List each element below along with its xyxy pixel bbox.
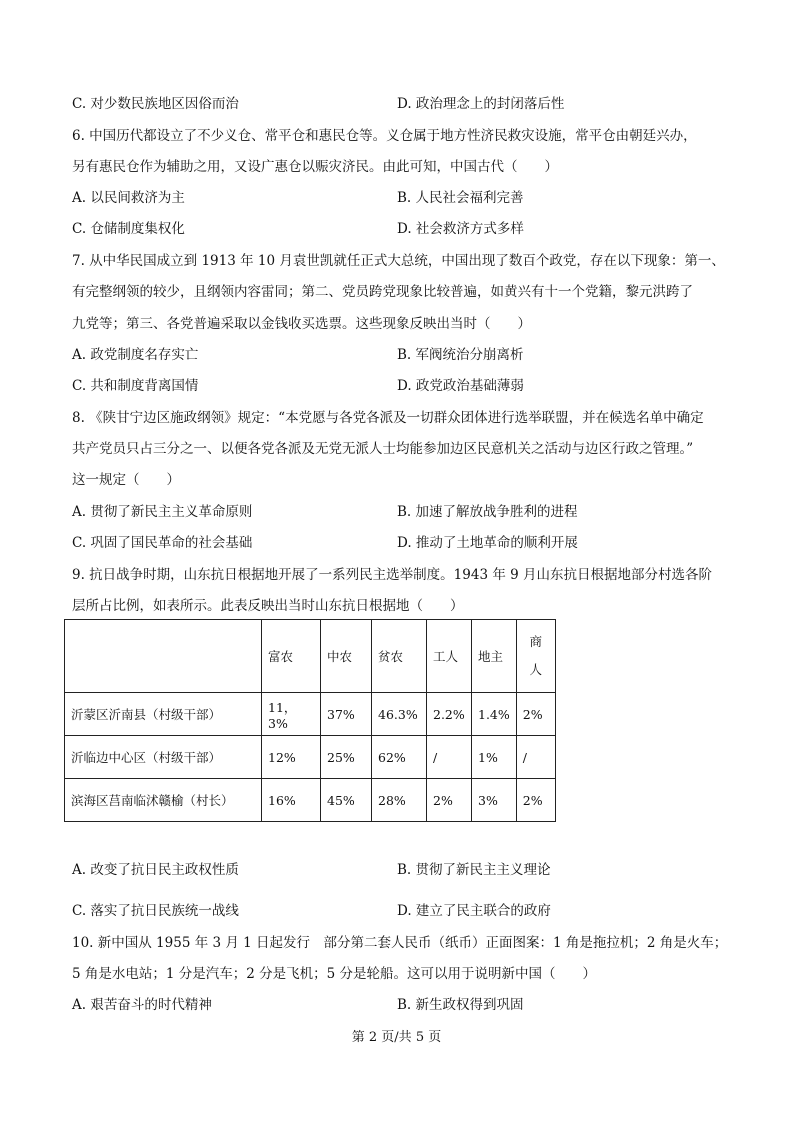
q9-option-b: B. 贯彻了新民主主义理论: [397, 862, 551, 878]
q9-option-a: A. 改变了抗日民主政权性质: [72, 862, 239, 878]
q7-stem-line1: 7. 从中华民国成立到 1913 年 10 月袁世凯就任正式大总统，中国出现了数百个政党，存在以下现象：第一、: [72, 253, 725, 269]
q5-option-d: D. 政治理念上的封闭落后性: [397, 96, 565, 112]
table-header-cell: 地主: [472, 620, 517, 693]
table-cell: /: [427, 736, 472, 779]
table-cell: 2%: [427, 779, 472, 822]
table-header-cell: 富农: [262, 620, 321, 693]
table-cell: 37%: [321, 693, 372, 736]
q8-stem-line3: 这一规定（ ）: [72, 472, 180, 488]
q9-option-d: D. 建立了民主联合的政府: [397, 903, 551, 919]
table-cell: 沂蒙区沂南县（村级干部）: [65, 693, 262, 736]
q9-stem-line2: 层所占比例，如表所示。此表反映出当时山东抗日根据地（ ）: [72, 598, 464, 614]
q10-option-b: B. 新生政权得到巩固: [397, 997, 524, 1013]
table-cell: 2.2%: [427, 693, 472, 736]
table-cell: 12%: [262, 736, 321, 779]
table-header-cell: [65, 620, 262, 693]
q8-option-b: B. 加速了解放战争胜利的进程: [397, 504, 578, 520]
q7-option-b: B. 军阀统治分崩离析: [397, 347, 524, 363]
table-cell: 11，3%: [262, 693, 321, 736]
table-cell: 2%: [516, 693, 555, 736]
q9-stem-line1: 9. 抗日战争时期，山东抗日根据地开展了一系列民主选举制度。1943 年 9 月山东抗日根据地部分村选各阶: [72, 567, 712, 583]
q6-stem-line1: 6. 中国历代都设立了不少义仓、常平仓和惠民仓等。义仓属于地方性济民救灾设施，常平仓由朝廷兴办，: [72, 128, 697, 144]
q8-stem-line2: 共产党员只占三分之一、以便各党各派及无党无派人士均能参加边区民意机关之活动与边区行政之管理。”: [72, 441, 694, 457]
q9-data-table: [64, 619, 556, 822]
q10-stem-line1: 10. 新中国从 1955 年 3 月 1 日起发行 部分第二套人民币（纸币）正面图案：1 角是拖拉机；2 角是火车；: [72, 935, 728, 951]
q6-option-a: A. 以民间救济为主: [72, 190, 185, 206]
table-cell: 16%: [262, 779, 321, 822]
table-cell: 45%: [321, 779, 372, 822]
page-footer: 第 2 页/共 5 页: [351, 1030, 442, 1045]
table-cell: 1%: [472, 736, 517, 779]
q6-option-b: B. 人民社会福利完善: [397, 190, 524, 206]
q8-stem-line1: 8. 《陕甘宁边区施政纲领》规定：“本党愿与各党各派及一切群众团体进行选举联盟，并在候选名单中确定: [72, 410, 704, 426]
q5-option-c: C. 对少数民族地区因俗而治: [72, 96, 239, 112]
table-row: [65, 693, 556, 736]
q7-stem-line2: 有完整纲领的较少，且纲领内容雷同；第二、党员跨党现象比较普遍，如黄兴有十一个党籍，黎元洪跨了: [72, 284, 693, 300]
table-header-cell: 贫农: [372, 620, 427, 693]
table-header-merchant: 商人: [529, 634, 543, 677]
q7-option-a: A. 政党制度名存实亡: [72, 347, 199, 363]
table-header-cell: [516, 620, 555, 693]
q7-stem-line3: 九党等；第三、各党普遍采取以金钱收买选票。这些现象反映出当时（ ）: [72, 316, 531, 332]
q6-stem-line2: 另有惠民仓作为辅助之用，又设广惠仓以赈灾济民。由此可知，中国古代（ ）: [72, 159, 558, 175]
q8-option-a: A. 贯彻了新民主主义革命原则: [72, 504, 253, 520]
table-cell: 沂临边中心区（村级干部）: [65, 736, 262, 779]
q7-option-c: C. 共和制度背离国情: [72, 378, 199, 394]
table-header-cell: 工人: [427, 620, 472, 693]
table-row: [65, 779, 556, 822]
table-header-row: [65, 620, 556, 693]
q10-stem-line2: 5 角是水电站；1 分是汽车；2 分是飞机；5 分是轮船。这可以用于说明新中国（ ）: [72, 966, 597, 982]
q8-option-c: C. 巩固了国民革命的社会基础: [72, 535, 253, 551]
table-cell: 46.3%: [372, 693, 427, 736]
table-cell: 滨海区莒南临沭赣榆（村长）: [65, 779, 262, 822]
table-cell: /: [516, 736, 555, 779]
table-cell: 3%: [472, 779, 517, 822]
table-cell: 28%: [372, 779, 427, 822]
q8-option-d: D. 推动了土地革命的顺利开展: [397, 535, 578, 551]
table-row: [65, 736, 556, 779]
table-cell: 62%: [372, 736, 427, 779]
table-cell: 2%: [516, 779, 555, 822]
table-cell: 1.4%: [472, 693, 517, 736]
q7-option-d: D. 政党政治基础薄弱: [397, 378, 524, 394]
q6-option-d: D. 社会救济方式多样: [397, 221, 524, 237]
table-cell: 25%: [321, 736, 372, 779]
q10-option-a: A. 艰苦奋斗的时代精神: [72, 997, 212, 1013]
table-header-cell: 中农: [321, 620, 372, 693]
q6-option-c: C. 仓储制度集权化: [72, 221, 185, 237]
q9-option-c: C. 落实了抗日民族统一战线: [72, 903, 239, 919]
